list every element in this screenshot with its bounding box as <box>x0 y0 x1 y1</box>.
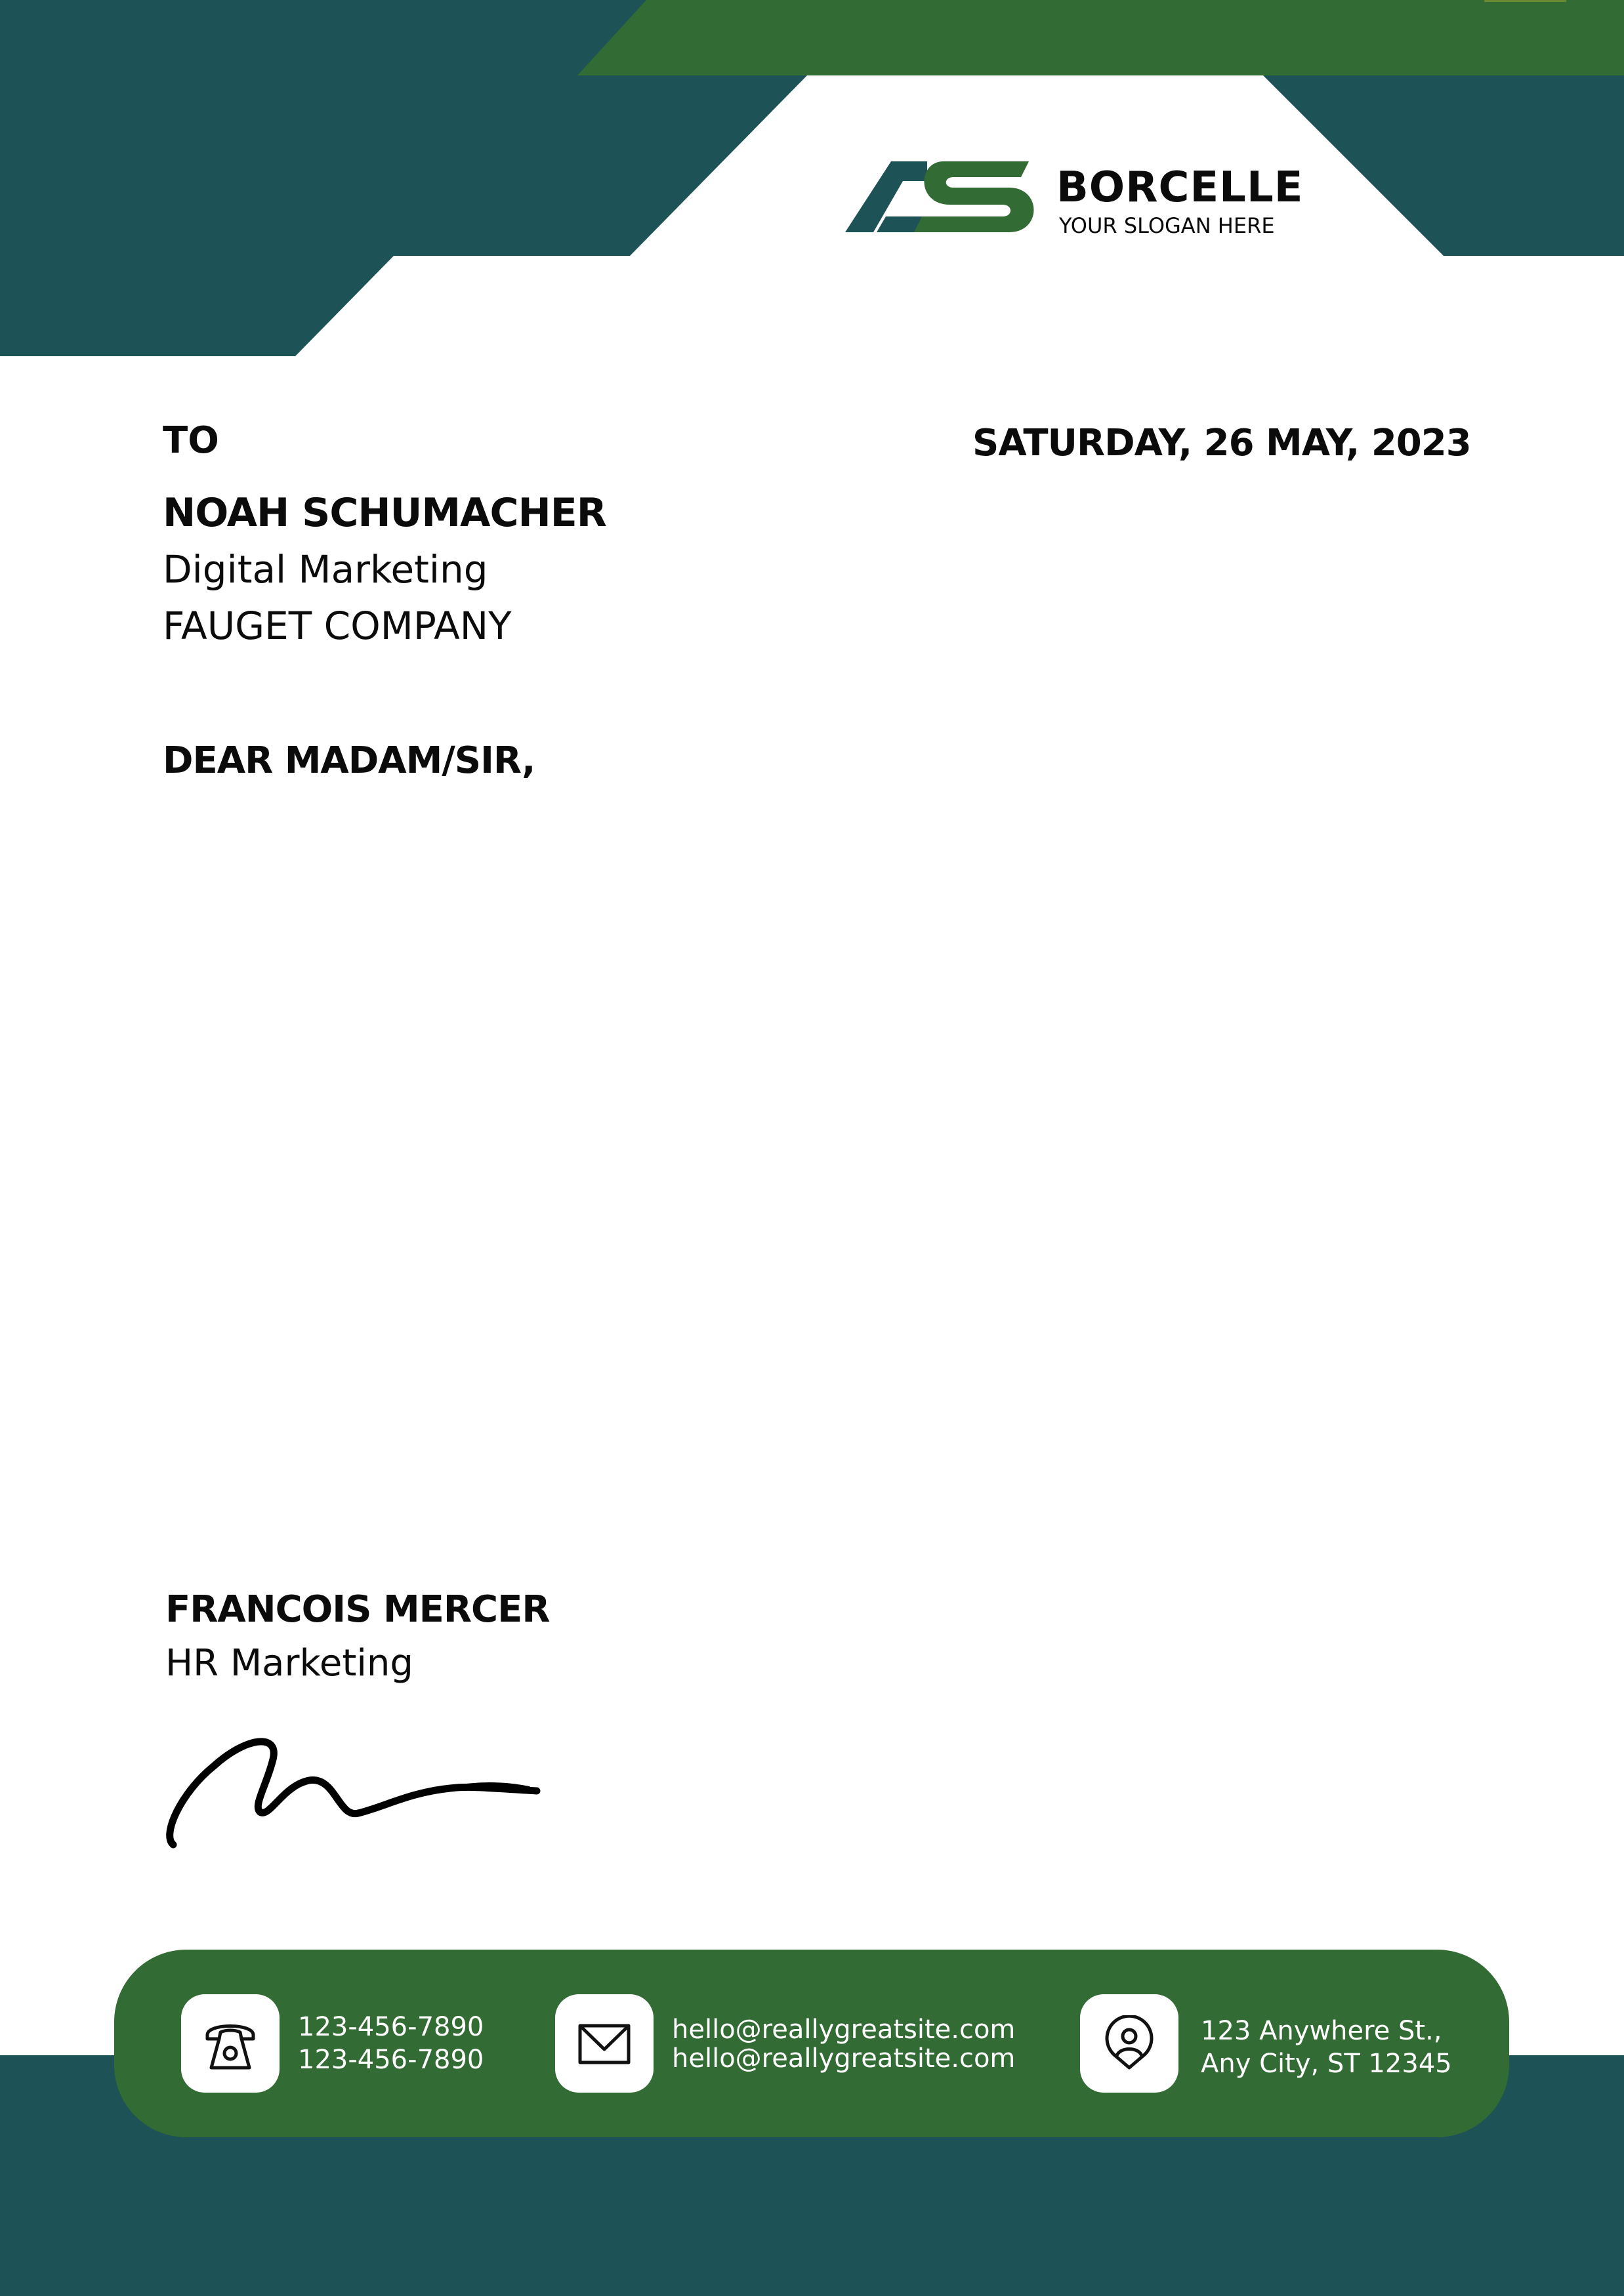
envelope-icon <box>576 2015 633 2072</box>
brand-name: BORCELLE <box>1056 163 1304 212</box>
to-label: TO <box>163 419 219 462</box>
header-accent-mark <box>1484 0 1566 2</box>
email-icon-box <box>555 1994 654 2093</box>
phone-line-2[interactable]: 123-456-7890 <box>298 2045 484 2075</box>
location-person-icon <box>1101 2015 1157 2072</box>
sender-title: HR Marketing <box>165 1642 413 1685</box>
address-line-1: 123 Anywhere St., <box>1201 2016 1442 2046</box>
address-icon-box <box>1080 1994 1178 2093</box>
letter-date: SATURDAY, 26 MAY, 2023 <box>972 422 1471 464</box>
email-line-2[interactable]: hello@reallygreatsite.com <box>672 2043 1016 2074</box>
brand-slogan: YOUR SLOGAN HERE <box>1059 213 1275 238</box>
header-green-band <box>577 0 1624 75</box>
email-line-1[interactable]: hello@reallygreatsite.com <box>672 2015 1016 2045</box>
signature-image <box>161 1720 542 1851</box>
telephone-icon <box>202 2015 259 2072</box>
brand-logo-mark <box>845 161 1042 240</box>
recipient-company: FAUGET COMPANY <box>163 604 512 648</box>
salutation: DEAR MADAM/SIR, <box>163 739 535 782</box>
header-decoration <box>0 0 1624 367</box>
contact-bar <box>114 1950 1509 2137</box>
phone-line-1[interactable]: 123-456-7890 <box>298 2012 484 2042</box>
recipient-role: Digital Marketing <box>163 547 488 592</box>
sender-name: FRANCOIS MERCER <box>165 1588 550 1631</box>
address-line-2: Any City, ST 12345 <box>1201 2049 1452 2079</box>
recipient-name: NOAH SCHUMACHER <box>163 490 606 536</box>
phone-icon-box <box>181 1994 280 2093</box>
